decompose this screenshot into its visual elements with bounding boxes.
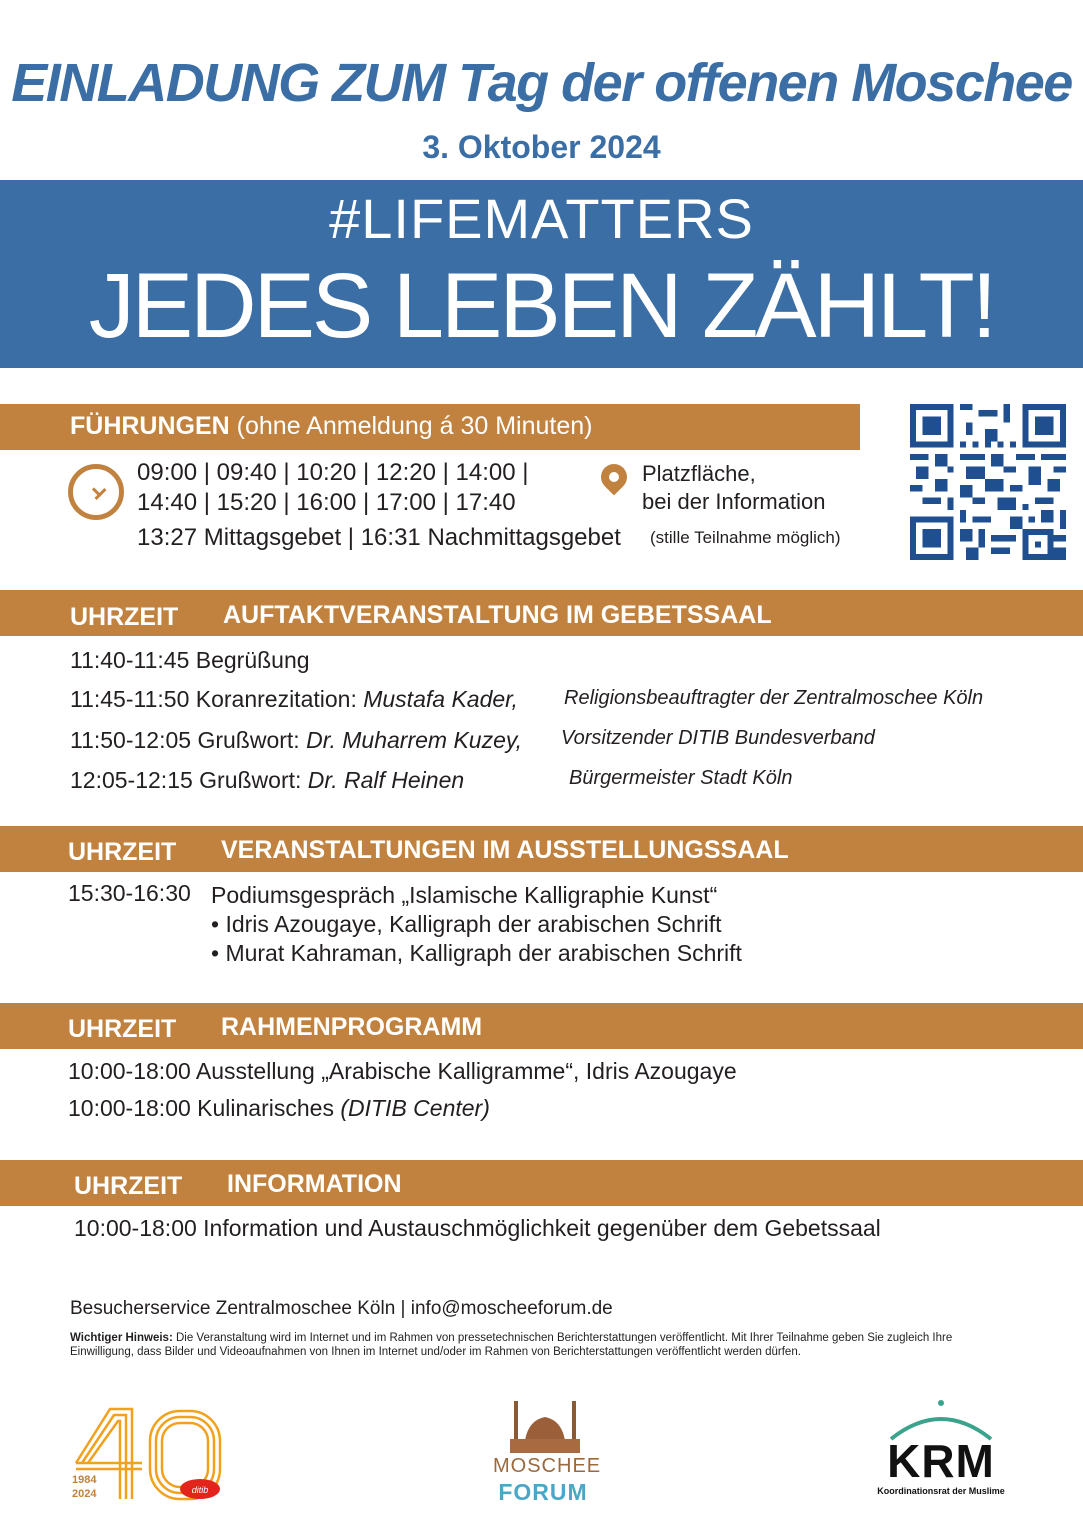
exhibition-speaker-1: • Idris Azougaye, Kalligraph der arabischen Schrift [211,911,722,937]
hashtag: #LIFEMATTERS [329,187,754,250]
event-date: 3. Oktober 2024 [422,129,661,165]
opening-row-2-text: 11:45-11:50 Koranrezitation: [70,686,364,712]
opening-time-header: UHRZEIT [70,603,179,631]
legal-hint [70,1331,1015,1359]
exhibition-time: 15:30-16:30 [68,880,191,906]
exhibition-speaker-2: • Murat Kahraman, Kalligraph der arabischen Schrift [211,940,742,966]
opening-row-4 [70,767,464,794]
ditib-40-years-logo [70,1403,230,1507]
program-time-header: UHRZEIT [68,1015,177,1043]
tours-header [70,412,592,441]
opening-row-4-name: Dr. Ralf Heinen [307,767,465,793]
opening-row-1 [70,647,310,674]
opening-row-2-note: Religionsbeauftragter der Zentralmoschee Köln [564,687,984,709]
program-row-2-italic: (DITIB Center) [340,1095,490,1121]
program-title: RAHMENPROGRAMM [221,1013,483,1041]
moschee-forum-bottom: FORUM [498,1479,588,1505]
information-title: INFORMATION [227,1170,402,1198]
qr-code[interactable] [910,404,1066,560]
opening-row-3-note: Vorsitzender DITIB Bundesverband [561,727,875,749]
exhibition-event-title: Podiumsgespräch „Islamische Kalligraphie Kunst“ [211,882,718,908]
opening-row-1-text: 11:40-11:45 Begrüßung [70,647,310,673]
ditib-year-top: 1984 [72,1474,97,1486]
tour-times [137,458,528,518]
opening-row-2-name: Mustafa Kader, [363,686,518,712]
clock-icon [68,464,124,520]
opening-row-3-text: 11:50-12:05 Grußwort: [70,727,307,753]
contact-line: Besucherservice Zentralmoschee Köln | info@moscheeforum.de [70,1298,613,1319]
opening-row-3-name: Dr. Muharrem Kuzey, [306,727,523,753]
krm-logo: KRM [887,1435,995,1487]
information-row: 10:00-18:00 Information und Austauschmöglichkeit gegenüber dem Gebetssaal [74,1215,881,1241]
tour-location [642,460,825,516]
opening-row-4-note: Bürgermeister Stadt Köln [569,767,793,789]
tours-title: FÜHRUNGEN [70,412,230,440]
prayer-times: 13:27 Mittagsgebet | 16:31 Nachmittagsgebet [137,524,621,551]
tour-location-line-1: Platzfläche, [642,461,756,486]
opening-row-2 [70,686,518,713]
exhibition-event [211,881,742,968]
tour-times-line-1: 09:00 | 09:40 | 10:20 | 12:20 | 14:00 | [137,459,529,486]
tours-subtitle: (ohne Anmeldung á 30 Minuten) [236,412,593,440]
program-row-2-text: 10:00-18:00 Kulinarisches [68,1095,341,1121]
svg-text:ditib: ditib [191,1485,209,1495]
silent-participation-note: (stille Teilnahme möglich) [650,528,841,547]
headline: JEDES LEBEN ZÄHLT! [88,255,995,357]
moschee-forum-top: MOSCHEE [493,1455,602,1477]
exhibition-title: VERANSTALTUNGEN IM AUSSTELLUNGSSAAL [221,836,789,864]
ditib-year-bottom: 2024 [72,1488,97,1500]
legal-hint-text: Die Veranstaltung wird im Internet und im Rahmen von pressetechnischen Berichterstattungen veröffentlicht. Mit Ihrer Teilnahme geben Sie zugleich Ihre Einwilligung, dass Bilder und Videoaufnahmen von Ihnen im Internet und/oder im Rahmen von Berichterstattungen veröffentlicht werden dürfen. [70,1332,953,1358]
krm-subtitle: Koordinationsrat der Muslime [877,1486,1005,1496]
legal-hint-label: Wichtiger Hinweis: [70,1332,173,1344]
page-title: EINLADUNG ZUM Tag der offenen Moschee [11,53,1072,113]
program-row-2 [68,1095,490,1122]
opening-row-4-text: 12:05-12:15 Grußwort: [70,767,308,793]
tour-times-line-2: 14:40 | 15:20 | 16:00 | 17:00 | 17:40 [137,489,516,516]
program-row-1: 10:00-18:00 Ausstellung „Arabische Kalligramme“, Idris Azougaye [68,1058,737,1084]
location-pin-icon [596,459,633,496]
information-time-header: UHRZEIT [74,1172,183,1200]
opening-row-3 [70,727,522,754]
exhibition-time-header: UHRZEIT [68,838,177,866]
opening-title: AUFTAKTVERANSTALTUNG IM GEBETSSAAL [223,601,772,629]
tour-location-line-2: bei der Information [642,489,826,514]
